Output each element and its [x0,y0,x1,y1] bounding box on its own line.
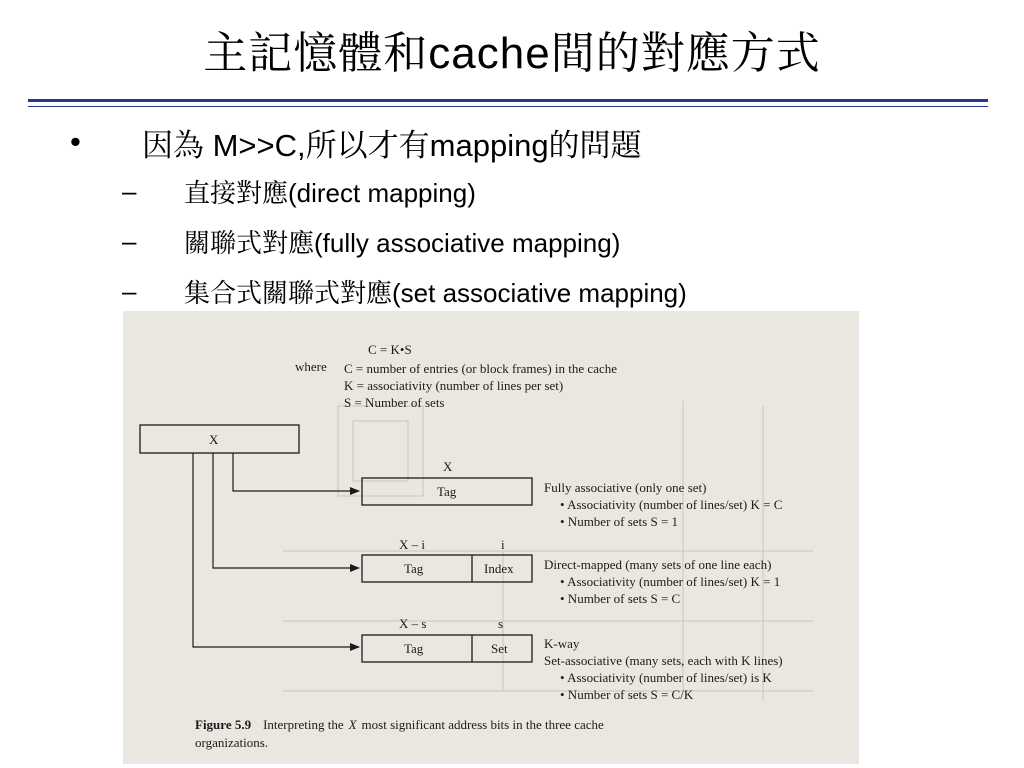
direct-point-1: • Associativity (number of lines/set) K = 1 [560,574,781,589]
set-title-2: Set-associative (many sets, each with K lines) [544,653,783,668]
set-title-1: K-way [544,636,580,651]
address-label: X [209,432,219,447]
formula-s-def: S = Number of sets [344,395,445,410]
figure-caption [195,717,604,750]
caption-text-2: most significant address bits in the three cache [361,717,604,732]
caption-line-2: organizations. [195,735,269,750]
dash-mark: – [122,225,137,256]
set-point-1: • Associativity (number of lines/set) is K [560,670,772,685]
caption-label: Figure 5.9 [195,717,252,732]
main-bullet [70,120,642,164]
fully-point-2: • Number of sets S = 1 [560,514,679,529]
fully-point-1: • Associativity (number of lines/set) K = C [560,497,783,512]
sub-bullet-direct [122,172,476,210]
formula-eq: C = K•S [368,342,412,357]
title-divider-thin [28,106,988,107]
caption-line-1 [195,717,604,732]
sub-bullet-text: 關聯式對應(fully associative mapping) [184,227,621,258]
fully-top-label: X [443,459,453,474]
direct-tag-width: X – i [399,537,425,552]
fully-tag-label: Tag [437,484,457,499]
sub-bullet-set [122,272,687,310]
set-tag-width: X – s [399,616,427,631]
direct-index-label: Index [484,561,514,576]
dash-mark: – [122,275,137,306]
caption-x: X [348,717,357,732]
formula-c-def: C = number of entries (or block frames) in the cache [344,361,618,376]
sub-bullet-text: 集合式關聯式對應(set associative mapping) [184,277,687,308]
direct-point-2: • Number of sets S = C [560,591,681,606]
address-box [140,425,299,453]
set-set-width: s [498,616,504,631]
sub-bullet-text: 直接對應(direct mapping) [184,177,476,208]
set-point-2: • Number of sets S = C/K [560,687,694,702]
fully-title: Fully associative (only one set) [544,480,707,495]
set-tag-label: Tag [404,641,424,656]
scanned-figure [123,311,859,764]
caption-text-1: Interpreting the [263,717,344,732]
direct-tag-label: Tag [404,561,424,576]
set-set-label: Set [491,641,508,656]
sub-bullet-fully [122,222,620,260]
direct-index-width: i [501,537,505,552]
formula-where: where [295,359,327,374]
cache-mapping-diagram [123,311,859,764]
dash-mark: – [122,175,137,206]
direct-title: Direct-mapped (many sets of one line each) [544,557,772,572]
slide-title: 主記憶體和cache間的對應方式 [203,29,821,78]
bullet-mark: • [70,124,81,159]
connector-lines [193,453,359,647]
main-bullet-text: 因為 M>>C,所以才有mapping的問題 [142,127,642,163]
formula-k-def: K = associativity (number of lines per set) [344,378,564,393]
title-divider-thick [28,99,988,102]
